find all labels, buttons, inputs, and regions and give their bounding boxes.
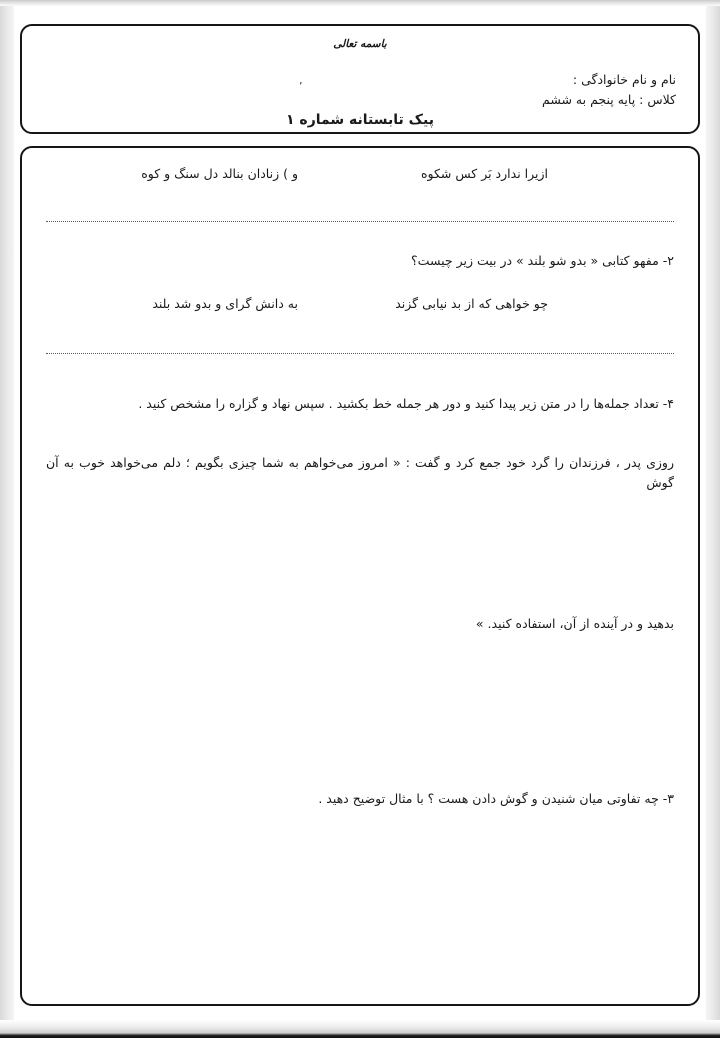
divider-1: [46, 221, 674, 222]
student-name-field-label[interactable]: نام و نام خانوادگی :: [572, 72, 676, 87]
scan-bottom-edge: [0, 1020, 720, 1038]
verse-top-hemistich-left: ازیرا ندارد بَر کس شکوه: [420, 166, 548, 181]
verse-top-hemistich-right: و ) زنادان بنالد دل سنگ و کوه: [141, 166, 298, 181]
content-box: [20, 146, 700, 1006]
class-field-label[interactable]: کلاس : پایه پنجم به ششم: [542, 92, 676, 107]
header-box: [20, 24, 700, 134]
question-4-passage-line-1: روزی پدر ، فرزندان را گرد خود جمع کرد و گفت : « امروز می‌خواهم به شما چیزی بگویم ؛ دلم می‌خواهد خوب به آن گوش: [46, 455, 674, 490]
stray-mark: ٬: [299, 80, 303, 93]
divider-2: [46, 353, 674, 354]
question-4-prompt: ۴- تعداد جمله‌ها را در متن زیر پیدا کنید و دور هر جمله خط بکشید . سپس نهاد و گزاره را مشخص کنید .: [138, 396, 674, 411]
page-title: پیک تابستانه شماره ۱: [286, 112, 434, 128]
worksheet-page: [14, 6, 706, 1020]
question-2-prompt: ۲- مفهو کتابی « بدو شو بلند » در بیت زیر چیست؟: [411, 253, 674, 268]
basmala-text: باسمه تعالی: [333, 38, 387, 50]
question-3-prompt: ۳- چه تفاوتی میان شنیدن و گوش دادن هست ؟ با مثال توضیح دهید .: [318, 791, 674, 806]
question-4-passage-line-2: بدهید و در آینده از آن، استفاده کنید. »: [475, 616, 674, 631]
student-info-block: [542, 70, 676, 110]
question-2-hemistich-left: چو خواهی که از بد نیابی گزند: [395, 296, 548, 311]
question-2-hemistich-right: به دانش گرای و بدو شد بلند: [152, 296, 298, 311]
verse-top-row: [46, 166, 674, 181]
question-2-verse-row: [46, 296, 674, 311]
